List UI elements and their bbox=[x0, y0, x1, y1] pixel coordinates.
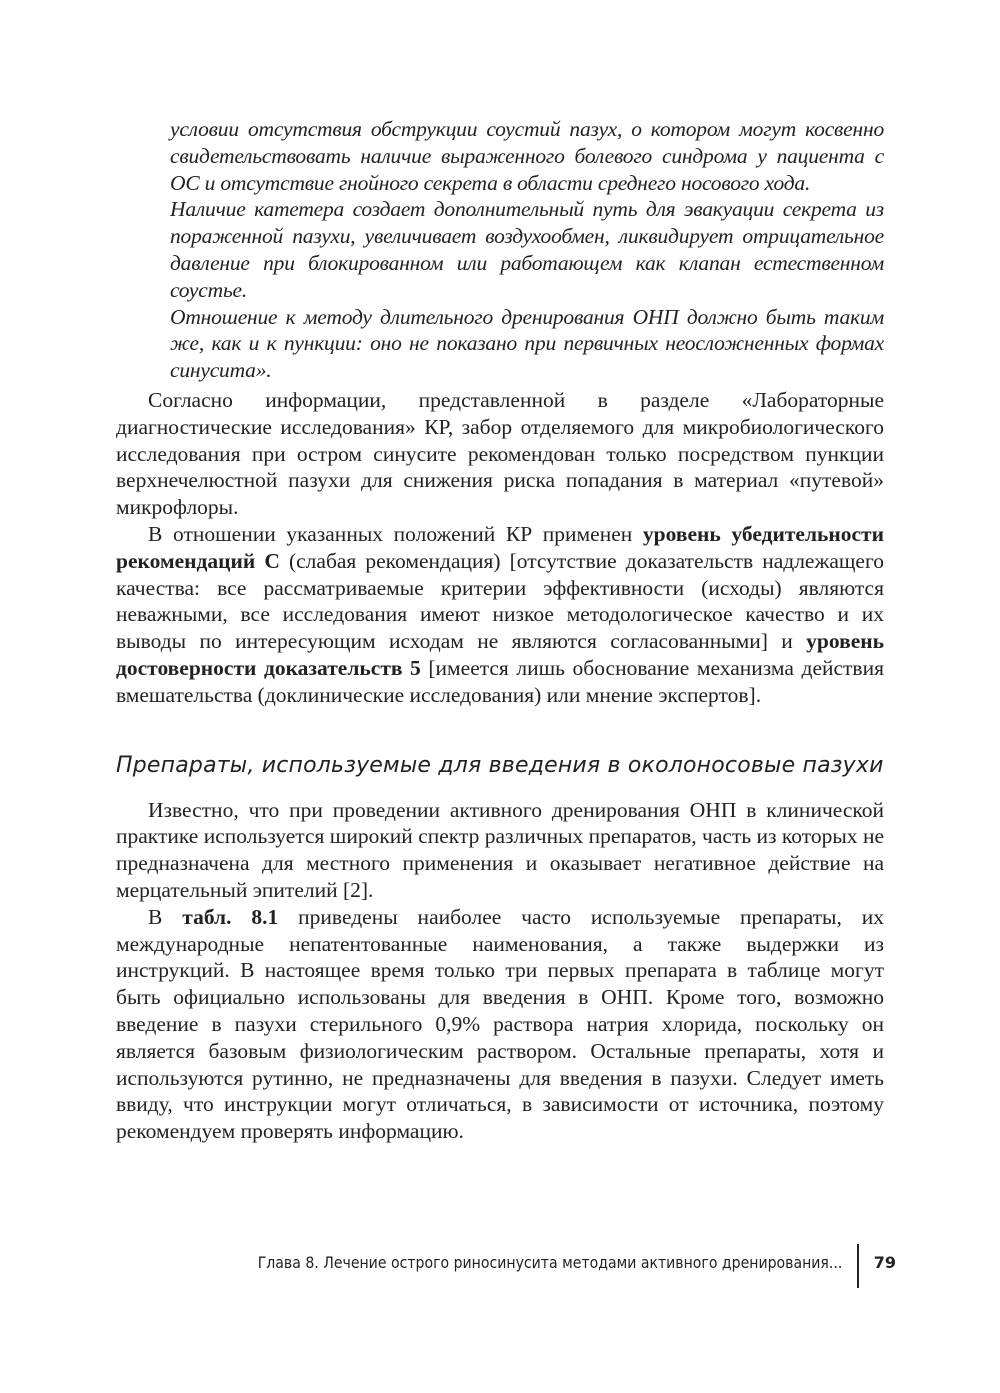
text-run: Наличие катетера создает дополнительный путь для эвакуации секрета из пораженной пазухи, увеличивает воздухообмен, ликвидирует отрицательное давление при блокированном или работающем как клапан естественном соустье. bbox=[170, 197, 884, 302]
bold-text: уровень убедительности рекомендаций С bbox=[116, 521, 885, 573]
body-text-section bbox=[116, 797, 884, 1145]
paragraph bbox=[170, 196, 884, 303]
text-run: Известно, что при проведении активного дренирования ОНП в клинической практике используется широкий спектр различных препаратов, часть из которых не предназначена для местного применения и оказывает негативное действие на мерцательный эпителий [2]. bbox=[116, 797, 884, 902]
text-run: Согласно информации, представленной в разделе «Лабораторные диагностические исследования» КР, забор отделяемого для микробиологического исследования при остром синусите рекомендован только посредством пункции верхнечелюстной пазухи для снижения риска попадания в материал «путевой» микрофлоры. bbox=[116, 387, 884, 520]
paragraph bbox=[170, 116, 884, 196]
text-run: условии отсутствия обструкции соустий пазух, о котором могут косвенно свидетельствовать наличие выраженного болевого синдрома у пациента с ОС и отсутствие гнойного секрета в области среднего носового хода. bbox=[170, 117, 884, 195]
paragraph bbox=[116, 521, 884, 709]
text-run: В bbox=[148, 904, 183, 929]
paragraph bbox=[170, 304, 884, 384]
text-run: [имеется лишь обоснование механизма действия вмешательства (доклинические исследования) или мнение экспертов]. bbox=[116, 655, 884, 707]
bold-text: уровень достоверности доказательств 5 bbox=[116, 629, 884, 680]
paragraph bbox=[116, 904, 884, 1145]
body-text bbox=[116, 387, 884, 709]
footer-divider bbox=[857, 1244, 859, 1288]
quoted-text bbox=[170, 116, 884, 384]
paragraph bbox=[116, 387, 884, 521]
section-heading: Препараты, используемые для введения в околоносовые пазухи bbox=[116, 752, 884, 778]
page-footer bbox=[116, 1244, 896, 1288]
text-run: В отношении указанных положений КР применен bbox=[148, 521, 643, 546]
page-content bbox=[116, 116, 884, 1145]
running-footer-chapter: Глава 8. Лечение острого риносинусита методами активного дренирования... bbox=[257, 1253, 842, 1272]
text-run: Отношение к методу длительного дренирования ОНП должно быть таким же, как и к пункции: оно не показано при первичных неосложненных формах синусита». bbox=[170, 304, 884, 383]
text-run: приведены наиболее часто используемые препараты, их международные непатентованные наименования, а также выдержки из инструкций. В настоящее время только три первых препарата в таблице могут быть официально использованы для введения в ОНП. Кроме того, возможно введение в пазухи стерильного 0,9% раствора натрия хлорида, поскольку он является базовым физиологическим раствором. Остальные препараты, хотя и используются рутинно, не предназначены для введения в пазухи. Следует иметь ввиду, что инструкции могут отличаться, в зависимости от источника, поэтому рекомендуем проверять информацию. bbox=[116, 904, 884, 1144]
paragraph bbox=[116, 797, 884, 904]
bold-text: табл. 8.1 bbox=[182, 904, 279, 929]
page-number: 79 bbox=[873, 1253, 896, 1272]
text-run: (слабая рекомендация) [отсутствие доказательств надлежащего качества: все рассматриваемые критерии эффективности (исходы) являются неважными, все исследования имеют низкое методологическое качество и их выводы по интересующим исходам не являются согласованными] и bbox=[116, 548, 884, 654]
